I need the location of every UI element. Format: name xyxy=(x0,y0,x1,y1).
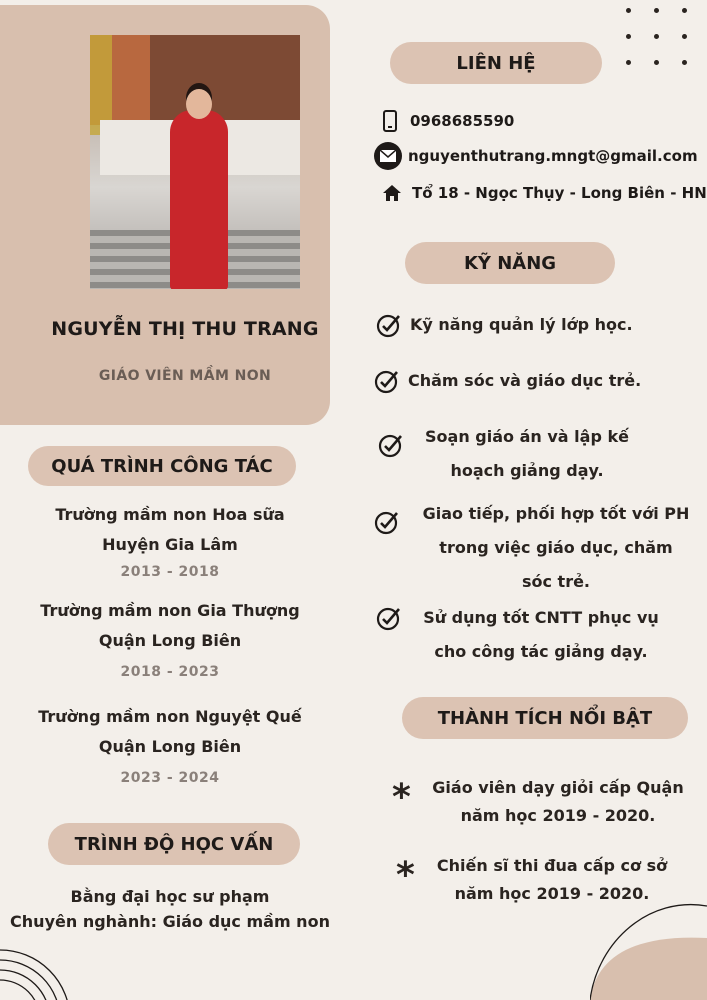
achievement-text: năm học 2019 - 2020. xyxy=(460,806,656,825)
home-icon xyxy=(378,184,406,202)
achievements-heading: THÀNH TÍCH NỔI BẬT xyxy=(402,697,688,739)
work-school: Trường mầm non Gia Thượng xyxy=(40,601,300,620)
check-circle-icon xyxy=(376,308,410,342)
skill-text: hoạch giảng dạy. xyxy=(450,461,604,480)
work-district: Quận Long Biên xyxy=(98,631,242,650)
work-heading: QUÁ TRÌNH CÔNG TÁC xyxy=(28,446,296,486)
skill-text: sóc trẻ. xyxy=(521,572,591,591)
skill-item xyxy=(374,364,641,398)
skill-item xyxy=(378,420,642,488)
skill-text: Giao tiếp, phối hợp tốt với PH xyxy=(422,504,690,523)
work-school: Trường mầm non Hoa sữa xyxy=(55,505,285,524)
check-circle-icon xyxy=(376,601,410,669)
skill-item xyxy=(376,601,672,669)
profile-role: GIÁO VIÊN MẦM NON xyxy=(98,368,272,384)
work-years: 2023 - 2024 xyxy=(120,770,220,786)
dot-grid xyxy=(620,4,700,74)
contact-email xyxy=(374,142,698,170)
contact-email-text[interactable]: nguyenthutrang.mngt@gmail.com xyxy=(408,147,698,165)
work-years: 2013 - 2018 xyxy=(120,564,220,580)
skills-heading: KỸ NĂNG xyxy=(405,242,615,284)
profile-name: NGUYỄN THỊ THU TRANG xyxy=(51,318,319,340)
profile-photo xyxy=(90,35,300,289)
corner-blob xyxy=(590,900,707,1000)
contact-phone-text[interactable]: 0968685590 xyxy=(410,112,515,130)
check-circle-icon xyxy=(374,364,408,398)
achievement-text: năm học 2019 - 2020. xyxy=(454,884,650,903)
asterisk-icon: * xyxy=(392,777,411,818)
asterisk-icon: * xyxy=(396,855,415,896)
skill-text: Soạn giáo án và lập kế xyxy=(425,427,629,446)
contact-phone xyxy=(376,110,514,132)
contact-heading: LIÊN HỆ xyxy=(390,42,602,84)
work-item xyxy=(10,702,330,790)
phone-icon xyxy=(376,110,404,132)
education-degree: Bằng đại học sư phạm xyxy=(70,887,270,906)
arc-decoration xyxy=(0,930,80,1000)
work-item xyxy=(10,596,330,684)
skill-text: trong việc giáo dục, chăm xyxy=(439,538,673,557)
education-heading: TRÌNH ĐỘ HỌC VẤN xyxy=(48,823,300,865)
skill-text: Kỹ năng quản lý lớp học. xyxy=(410,315,633,334)
achievement-item xyxy=(392,774,694,830)
skill-text: Sử dụng tốt CNTT phục vụ xyxy=(423,608,659,627)
achievement-text: Giáo viên dạy giỏi cấp Quận xyxy=(432,778,684,797)
achievement-text: Chiến sĩ thi đua cấp cơ sở xyxy=(436,856,668,875)
check-circle-icon xyxy=(374,497,408,599)
check-circle-icon xyxy=(378,420,412,488)
work-district: Huyện Gia Lâm xyxy=(102,535,238,554)
skill-item xyxy=(374,497,704,599)
skill-text: Chăm sóc và giáo dục trẻ. xyxy=(408,371,642,390)
contact-address xyxy=(378,184,707,202)
skill-item xyxy=(376,308,633,342)
work-district: Quận Long Biên xyxy=(98,737,242,756)
education-block xyxy=(0,884,340,934)
mail-icon xyxy=(374,142,402,170)
work-item xyxy=(10,500,330,584)
work-years: 2018 - 2023 xyxy=(120,664,220,680)
skill-text: cho công tác giảng dạy. xyxy=(434,642,648,661)
contact-address-text: Tổ 18 - Ngọc Thụy - Long Biên - HN xyxy=(412,184,707,202)
work-school: Trường mầm non Nguyệt Quế xyxy=(38,707,302,726)
education-major: Chuyên nghành: Giáo dục mầm non xyxy=(10,912,330,931)
